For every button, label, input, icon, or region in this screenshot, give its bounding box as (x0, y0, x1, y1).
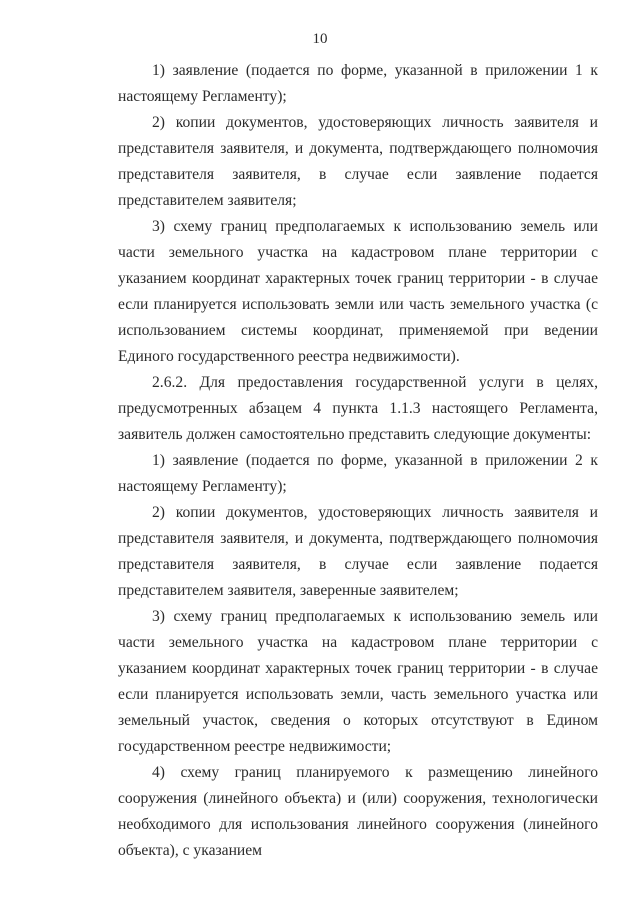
paragraph-item-3-boundary-scheme: 3) схему границ предполагаемых к использованию земель или части земельного участка на кадастровом плане территории с указанием координат характерных точек границ территории - в случае если планируется использовать земли или часть земельного участка (с использованием системы координат, применяемой при ведении Единого государственного реестра недвижимости). (118, 218, 598, 365)
paragraph-item-1-application: 1) заявление (подается по форме, указанной в приложении 1 к настоящему Регламенту); (118, 62, 598, 105)
paragraph-item-2-certified-documents: 2) копии документов, удостоверяющих личность заявителя и представителя заявителя, и документа, подтверждающего полномочия представителя заявителя, в случае если заявление подается представителем заявителя, заверенные заявителем; (118, 504, 598, 599)
paragraph-item-1-application-appendix-2: 1) заявление (подается по форме, указанной в приложении 2 к настоящему Регламенту); (118, 452, 598, 495)
paragraph-item-2-identity-documents: 2) копии документов, удостоверяющих личность заявителя и представителя заявителя, и документа, подтверждающего полномочия представителя заявителя, в случае если заявление подается представителем заявителя; (118, 114, 598, 209)
paragraph-section-2-6-2: 2.6.2. Для предоставления государственной услуги в целях, предусмотренных абзацем 4 пункта 1.1.3 настоящего Регламента, заявитель должен самостоятельно представить следующие документы: (118, 374, 598, 443)
paragraph-item-4-linear-structure-scheme: 4) схему границ планируемого к размещению линейного сооружения (линейного объекта) и (или) сооружения, технологически необходимого для использования линейного сооружения (линейного объекта), с указанием (118, 764, 598, 859)
document-body (118, 58, 598, 864)
page-number: 10 (312, 31, 328, 47)
paragraph-item-3-boundary-scheme-registry: 3) схему границ предполагаемых к использованию земель или части земельного участка на кадастровом плане территории с указанием координат характерных точек границ территории - в случае если планируется использовать земли, часть земельного участка или земельный участок, сведения о которых отсутствуют в Едином государственном реестре недвижимости; (118, 608, 598, 755)
